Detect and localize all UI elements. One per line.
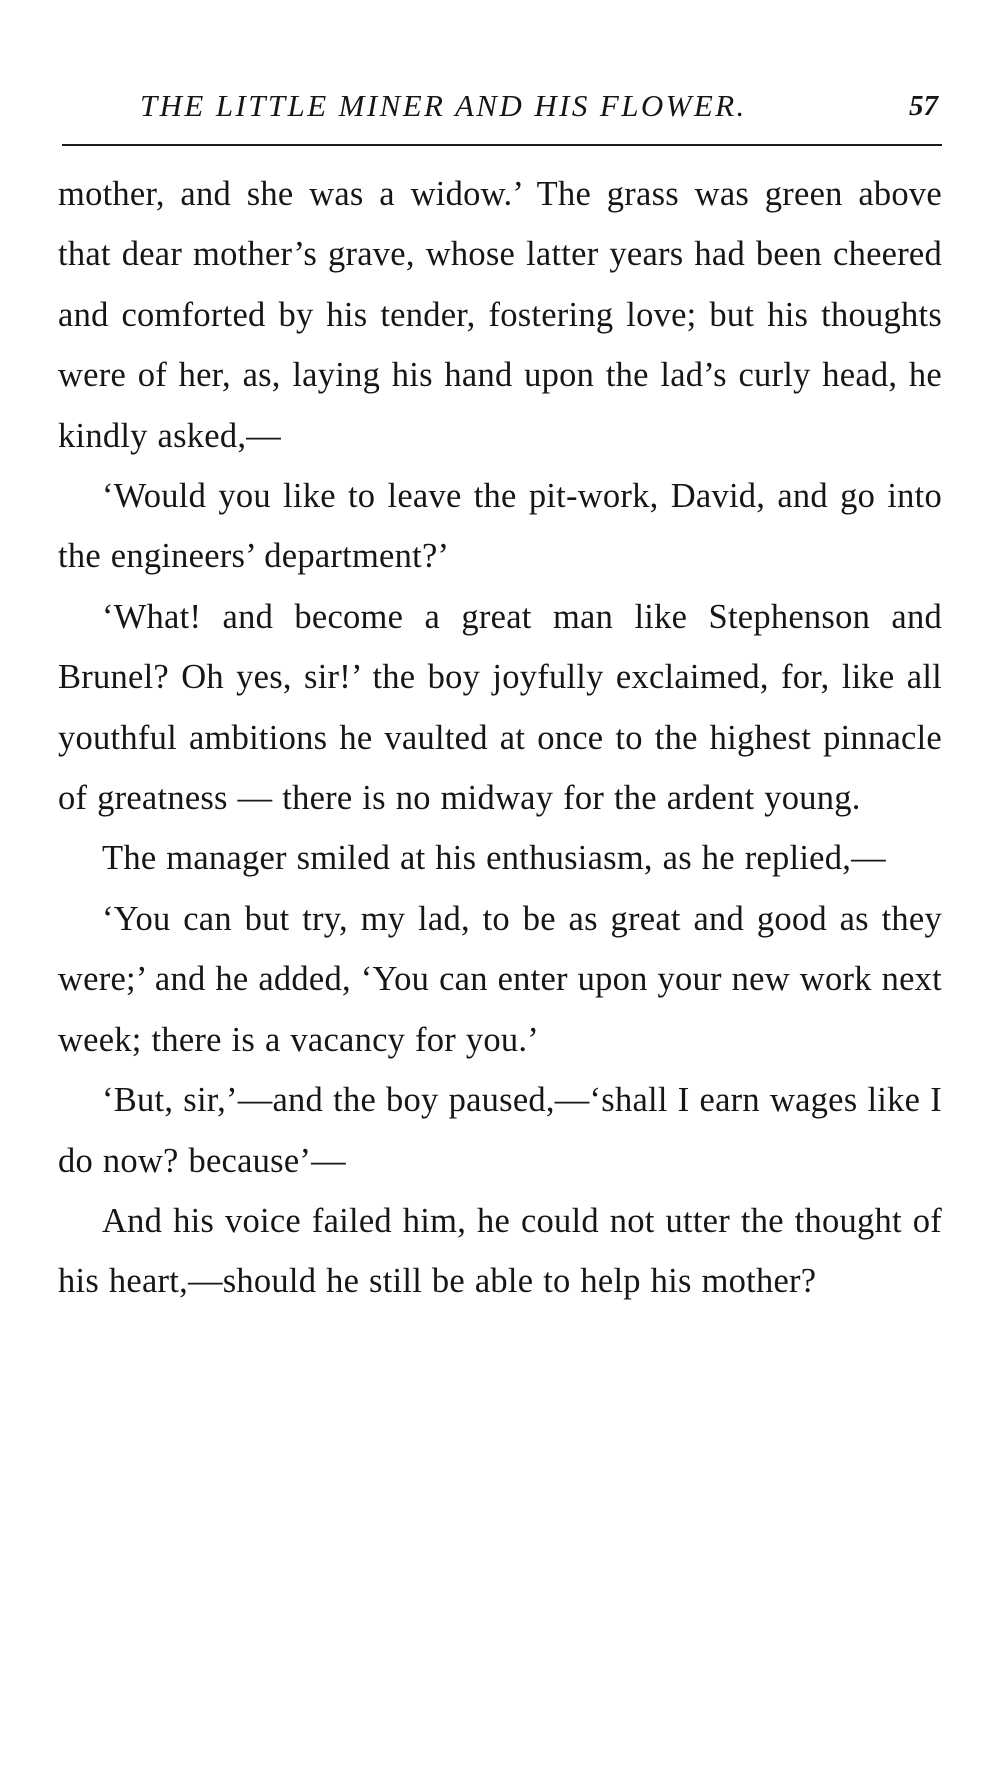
running-header <box>62 84 942 134</box>
paragraph: ‘You can but try, my lad, to be as great and good as they were;’ and he added, ‘You can enter upon your new work next week; there is a vacancy for you.’ <box>58 899 942 1059</box>
paragraph: ‘What! and become a great man like Stephenson and Brunel? Oh yes, sir!’ the boy joyfully exclaimed, for, like all youthful ambitions he vaulted at once to the highest pinnacle of greatness — there is no midway for the ardent young. <box>58 597 942 818</box>
paragraph: And his voice failed him, he could not utter the thought of his heart,—should he still be able to help his mother? <box>58 1201 942 1301</box>
paragraph: ‘But, sir,’—and the boy paused,—‘shall I earn wages like I do now? because’— <box>58 1081 942 1180</box>
paragraph: The manager smiled at his enthusiasm, as he replied,— <box>102 839 886 878</box>
page-number: 57 <box>909 90 938 122</box>
paragraph: ‘Would you like to leave the pit-work, David, and go into the engineers’ department?’ <box>58 477 942 576</box>
body-text <box>58 164 942 1312</box>
running-title: THE LITTLE MINER AND HIS FLOWER. <box>140 88 747 123</box>
paragraph-continued: mother, and she was a widow.’ The grass was green above that dear mother’s grave, whose latter years had been cheered and comforted by his tender, fostering love; but his thoughts were of her, as, laying his hand upon the lad’s curly head, he kindly asked,— <box>58 175 942 455</box>
header-rule <box>62 144 942 146</box>
